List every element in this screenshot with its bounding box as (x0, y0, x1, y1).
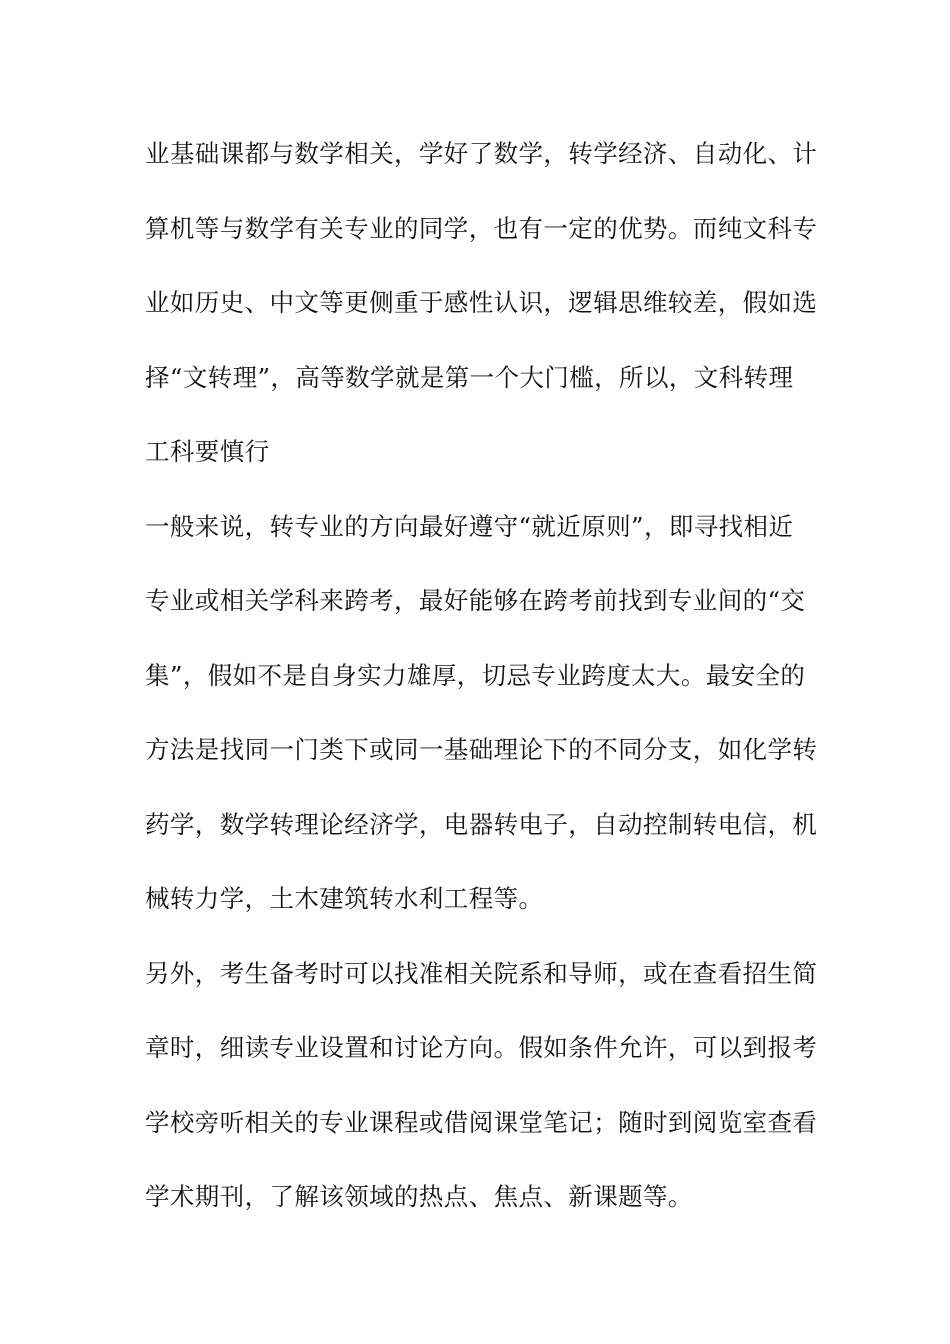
text-line: 择“文转理”，高等数学就是第一个大门槛，所以，文科转理 (145, 362, 794, 392)
text-line: 另外，考生备考时可以找准相关院系和导师，或在查看招生简 (145, 958, 818, 988)
text-line: 业如历史、中文等更侧重于感性认识，逻辑思维较差，假如选 (145, 288, 818, 317)
text-line: 章时，细读专业设置和讨论方向。假如条件允许，可以到报考 (145, 1033, 818, 1062)
text-line: 专业或相关学科来跨考，最好能够在跨考前找到专业间的“交 (145, 586, 806, 615)
text-line: 药学，数学转理论经济学，电器转电子，自动控制转电信，机 (145, 809, 818, 839)
text-line: 学校旁听相关的专业课程或借阅课堂笔记；随时到阅览室查看 (145, 1107, 818, 1137)
body-text (145, 130, 818, 1248)
text-line: 集”，假如不是自身实力雄厚，切忌专业跨度太大。最安全的 (145, 660, 806, 690)
text-line: 方法是找同一门类下或同一基础理论下的不同分支，如化学转 (145, 735, 818, 764)
text-line: 学术期刊，了解该领域的热点、焦点、新课题等。 (145, 1182, 693, 1211)
text-line: 算机等与数学有关专业的同学，也有一定的优势。而纯文科专 (145, 213, 818, 243)
text-line: 一般来说，转专业的方向最好遵守“就近原则”，即寻找相近 (145, 511, 794, 541)
text-line: 工科要慎行 (145, 437, 270, 466)
text-line: 业基础课都与数学相关，学好了数学，转学经济、自动化、计 (145, 139, 818, 168)
text-line: 械转力学，土木建筑转水利工程等。 (145, 884, 544, 913)
